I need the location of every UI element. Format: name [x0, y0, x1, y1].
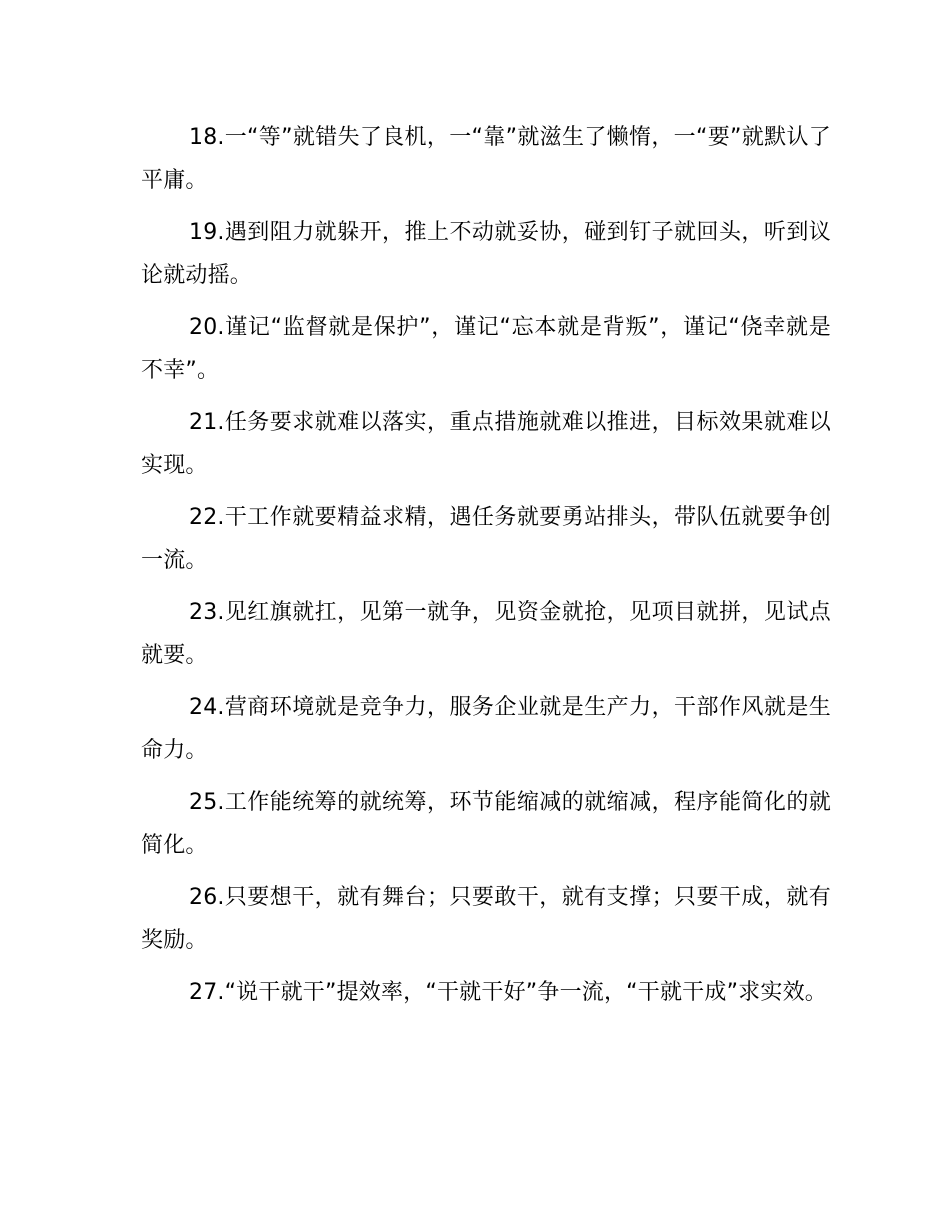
- paragraph-21: 21.任务要求就难以落实，重点措施就难以推进，目标效果就难以实现。: [141, 410, 831, 478]
- paragraph-20: 20.谨记“监督就是保护”，谨记“忘本就是背叛”，谨记“侥幸就是不幸”。: [141, 315, 831, 383]
- paragraph-27: 27.“说干就干”提效率，“干就干好”争一流，“干就干成”求实效。: [189, 980, 827, 1005]
- paragraph-23: 23.见红旗就扛，见第一就争，见资金就抢，见项目就拼，见试点就要。: [141, 600, 831, 668]
- paragraph-19: 19.遇到阻力就躲开，推上不动就妥协，碰到钉子就回头，听到议论就动摇。: [141, 220, 831, 288]
- paragraph-24: 24.营商环境就是竞争力，服务企业就是生产力，干部作风就是生命力。: [141, 695, 831, 763]
- document-body: [141, 116, 831, 1066]
- paragraph-25: 25.工作能统筹的就统筹，环节能缩减的就缩减，程序能简化的就简化。: [141, 790, 831, 858]
- paragraph-26: 26.只要想干，就有舞台；只要敢干，就有支撑；只要干成，就有奖励。: [141, 885, 831, 953]
- paragraph-22: 22.干工作就要精益求精，遇任务就要勇站排头，带队伍就要争创一流。: [141, 505, 831, 573]
- paragraph-18: 18.一“等”就错失了良机，一“靠”就滋生了懒惰，一“要”就默认了平庸。: [141, 125, 831, 193]
